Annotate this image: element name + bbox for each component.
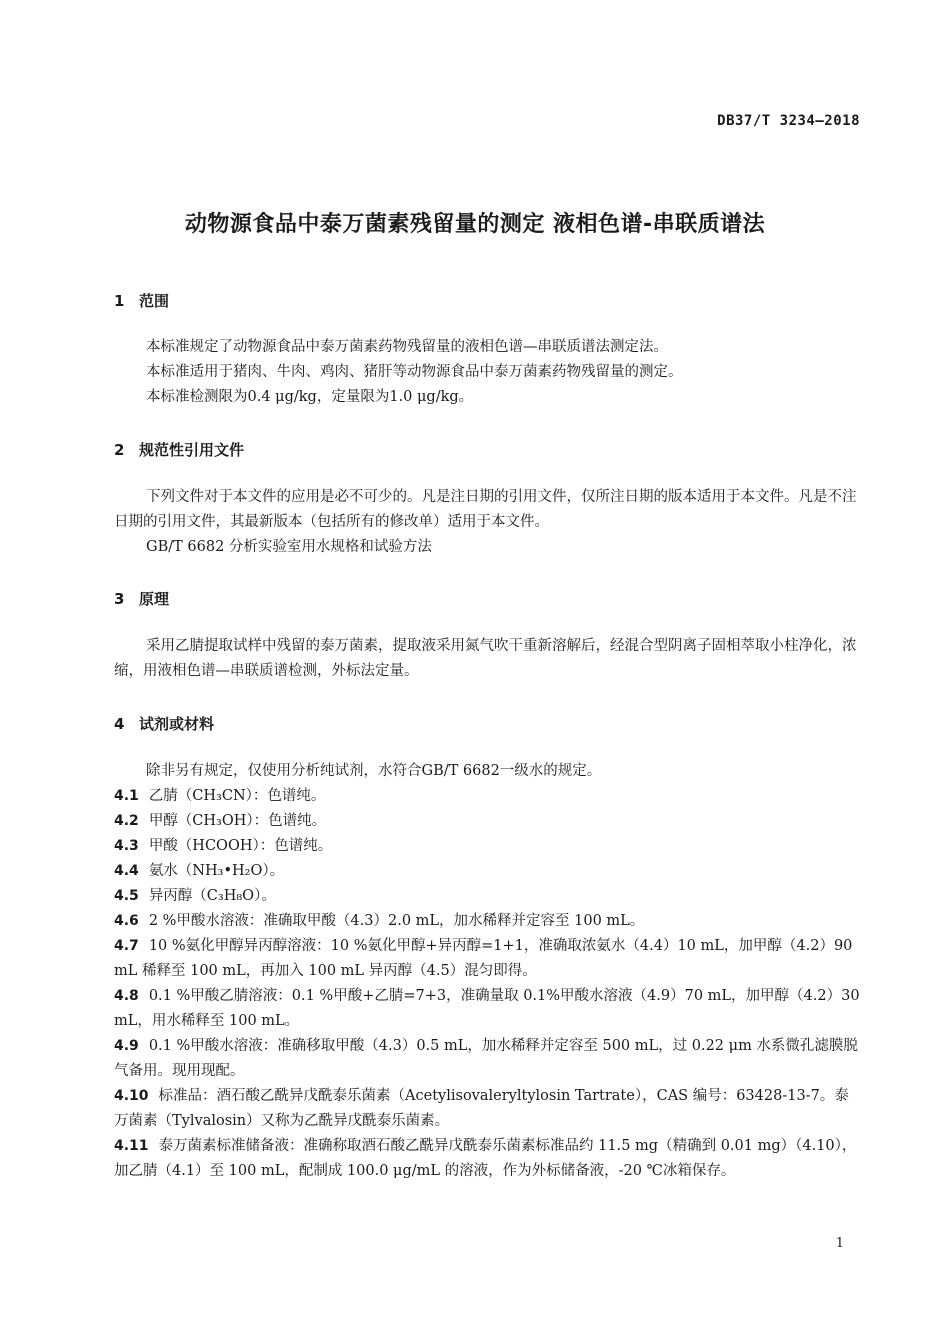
list-item: [114, 809, 862, 834]
item-number: 4.7: [114, 938, 139, 954]
paragraph: 采用乙腈提取试样中残留的泰万菌素，提取液采用氮气吹干重新溶解后，经混合型阴离子固相萃取小柱净化，浓缩，用液相色谱—串联质谱检测，外标法定量。: [114, 638, 857, 679]
section-heading-normative-references: [114, 439, 244, 460]
section-title: 原理: [139, 590, 170, 608]
paragraph: 本标准适用于猪肉、牛肉、鸡肉、猪肝等动物源食品中泰万菌素药物残留量的测定。: [146, 364, 683, 380]
list-item: [114, 884, 862, 909]
item-number: 4.8: [114, 988, 139, 1004]
item-text: 2 %甲酸水溶液：准确取甲酸（4.3）2.0 mL，加水稀释并定容至 100 mL。: [148, 913, 645, 929]
page-number: 1: [835, 1236, 844, 1251]
item-number: 4.2: [114, 813, 139, 829]
item-number: 4.5: [114, 888, 139, 904]
section-number: 1: [114, 292, 125, 310]
item-text: 泰万菌素标准储备液：准确称取酒石酸乙酰异戊酰泰乐菌素标准品约 11.5 mg（精确到 0.01 mg）（4.10），加乙腈（4.1）至 100 mL，配制成 100.0 μg/mL 的溶液，作为外标储备液，-20 ℃冰箱保存。: [114, 1138, 857, 1179]
list-item: [114, 909, 862, 934]
item-text: 甲醇（CH₃OH）：色谱纯。: [148, 813, 327, 829]
item-text: 异丙醇（C₃H₈O）。: [148, 888, 276, 904]
item-text: 甲酸（HCOOH）：色谱纯。: [148, 838, 333, 854]
paragraph: 下列文件对于本文件的应用是必不可少的。凡是注日期的引用文件，仅所注日期的版本适用于本文件。凡是不注日期的引用文件，其最新版本（包括所有的修改单）适用于本文件。: [114, 489, 857, 530]
section-heading-reagents: [114, 713, 214, 734]
list-item: [114, 784, 862, 809]
section-number: 3: [114, 590, 125, 608]
standard-number: DB37/T 3234—2018: [717, 113, 860, 129]
section-title: 规范性引用文件: [139, 441, 245, 459]
item-text: 氨水（NH₃•H₂O）。: [148, 863, 285, 879]
item-number: 4.10: [114, 1088, 149, 1104]
list-item: [114, 834, 862, 859]
section-heading-scope: [114, 290, 169, 311]
section-number: 4: [114, 715, 125, 733]
list-item: [114, 984, 862, 1034]
reference-item: GB/T 6682 分析实验室用水规格和试验方法: [146, 539, 432, 555]
paragraph: 除非另有规定，仅使用分析纯试剂，水符合GB/T 6682一级水的规定。: [146, 763, 602, 779]
item-text: 乙腈（CH₃CN）：色谱纯。: [148, 788, 326, 804]
section-title: 试剂或材料: [139, 715, 215, 733]
item-number: 4.4: [114, 863, 139, 879]
item-number: 4.11: [114, 1138, 149, 1154]
list-item: [114, 934, 862, 984]
list-item: [114, 1134, 862, 1184]
paragraph: 本标准检测限为0.4 μg/kg，定量限为1.0 μg/kg。: [146, 389, 474, 405]
item-number: 4.3: [114, 838, 139, 854]
document-title: 动物源食品中泰万菌素残留量的测定 液相色谱-串联质谱法: [184, 212, 766, 237]
item-text: 标准品：酒石酸乙酰异戊酰泰乐菌素（Acetylisovaleryltylosin Tartrate），CAS 编号：63428-13-7。泰万菌素（Tylvalosin）又称为乙酰异戊酰泰乐菌素。: [114, 1088, 849, 1129]
list-item: [114, 1084, 862, 1134]
section-title: 范围: [139, 292, 170, 310]
item-number: 4.1: [114, 788, 139, 804]
section-heading-principle: [114, 588, 169, 609]
item-number: 4.6: [114, 913, 139, 929]
section-number: 2: [114, 441, 125, 459]
list-item: [114, 859, 862, 884]
item-text: 10 %氨化甲醇异丙醇溶液：10 %氨化甲醇+异丙醇=1+1，准确取浓氨水（4.4）10 mL，加甲醇（4.2）90 mL 稀释至 100 mL，再加入 100 mL 异丙醇（4.5）混匀即得。: [114, 938, 853, 979]
item-text: 0.1 %甲酸水溶液：准确移取甲酸（4.3）0.5 mL，加水稀释并定容至 500 mL，过 0.22 μm 水系微孔滤膜脱气备用。现用现配。: [114, 1038, 858, 1079]
item-number: 4.9: [114, 1038, 139, 1054]
paragraph: 本标准规定了动物源食品中泰万菌素药物残留量的液相色谱—串联质谱法测定法。: [146, 339, 668, 355]
list-item: [114, 1034, 862, 1084]
item-text: 0.1 %甲酸乙腈溶液：0.1 %甲酸+乙腈=7+3，准确量取 0.1%甲酸水溶液（4.9）70 mL，加甲醇（4.2）30 mL，用水稀释至 100 mL。: [114, 988, 860, 1029]
